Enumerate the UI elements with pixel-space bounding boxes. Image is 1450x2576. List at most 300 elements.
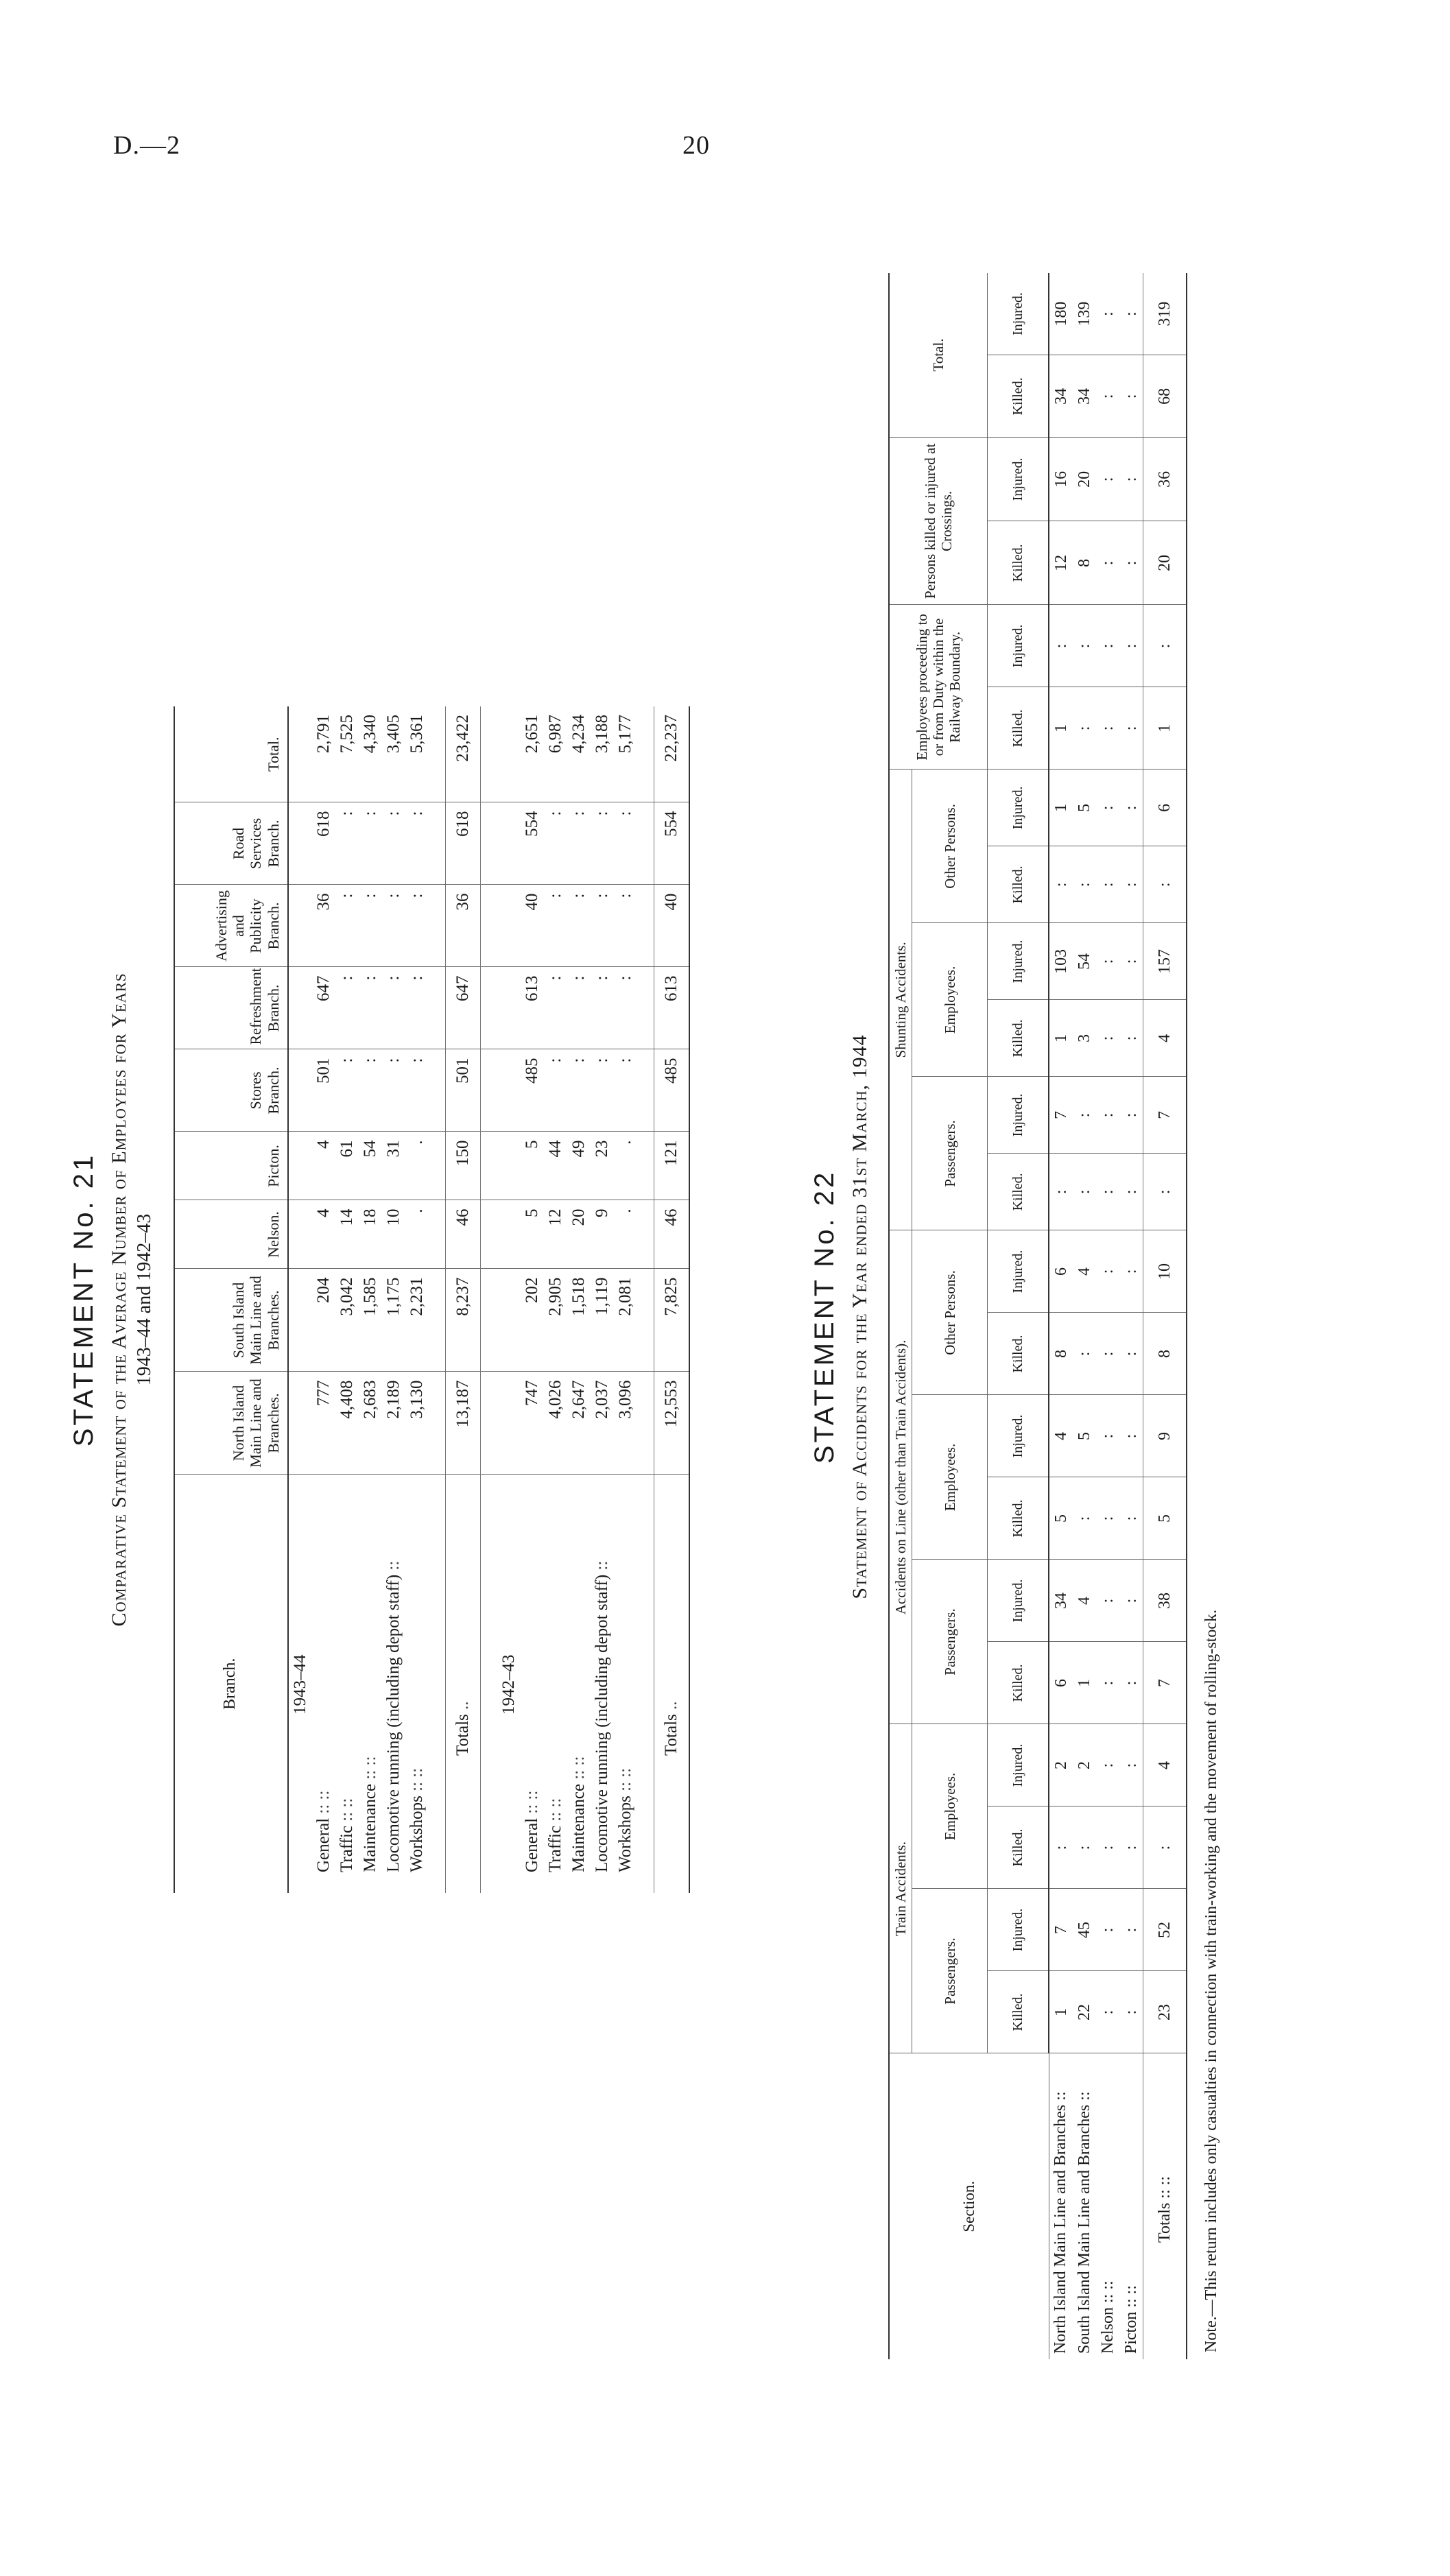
cell-north: 777: [312, 1372, 335, 1475]
table-cell: 1: [1049, 770, 1073, 846]
table-cell: :: [1096, 770, 1119, 846]
leader-dots: :: ::: [616, 1767, 634, 1791]
total-cell: 157: [1143, 923, 1187, 1000]
table-cell: :: [1119, 1724, 1143, 1806]
branch-label-cell: [335, 1475, 359, 1893]
statement-21: [69, 706, 857, 1893]
table-row: [1049, 273, 1073, 2359]
cell-total: 3,188: [591, 706, 614, 802]
leader-dots: ::: [1075, 2091, 1093, 2101]
total-cell: 7: [1143, 1642, 1187, 1724]
year-row: [288, 706, 312, 1893]
branch-name: Maintenance: [569, 1783, 588, 1872]
cell-nelson: .: [614, 1200, 637, 1269]
sub-train-passengers: Passengers.: [912, 1889, 988, 2053]
total-south: 7,825: [654, 1269, 690, 1372]
leader-dots: ..: [662, 1701, 680, 1710]
table-cell: 54: [1073, 923, 1096, 1000]
year-label: 1943–44: [291, 1654, 309, 1715]
cell-south: 202: [521, 1269, 544, 1372]
branch-label-cell: [567, 1475, 591, 1893]
branch-name: Traffic: [337, 1825, 356, 1872]
empty-cell: [637, 1269, 654, 1372]
cell-refresh: :: [405, 967, 429, 1049]
empty-cell: [497, 1049, 521, 1132]
cell-total: 6,987: [544, 706, 567, 802]
empty-cell: [637, 1475, 654, 1893]
totals-label: Totals: [1155, 2202, 1174, 2243]
table-row: [382, 706, 405, 1893]
sub-shunting-other-persons: Other Persons.: [912, 770, 988, 923]
killed-header: Killed.: [988, 1313, 1049, 1395]
cell-south: 204: [312, 1269, 335, 1372]
cell-advert: 36: [312, 885, 335, 967]
statement-22-title: STATEMENT No. 22: [809, 1169, 840, 1464]
cell-advert: :: [567, 885, 591, 967]
cell-refresh: :: [567, 967, 591, 1049]
leader-dots: :: ::: [361, 1756, 379, 1780]
table-cell: 22: [1073, 1971, 1096, 2053]
leader-dots: :: ::: [1155, 2176, 1174, 2199]
branch-name: General: [523, 1817, 541, 1872]
table-cell: :: [1119, 923, 1143, 1000]
sub-line-other-persons: Other Persons.: [912, 1230, 988, 1395]
total-cell: 8: [1143, 1313, 1187, 1395]
total-cell: 7: [1143, 1077, 1187, 1154]
col-nelson: Nelson.: [174, 1200, 288, 1269]
cell-road: :: [567, 802, 591, 885]
table-cell: 7: [1049, 1077, 1073, 1154]
totals-label-cell: [1143, 2053, 1187, 2359]
total-nelson: 46: [446, 1200, 481, 1269]
empty-cell: [288, 1200, 312, 1269]
year-label: 1942–43: [499, 1654, 518, 1715]
leader-dots: :: ::: [1121, 2285, 1140, 2308]
group-line-accidents: Accidents on Line (other than Train Accidents).: [889, 1230, 912, 1724]
sub-line-passengers: Passengers.: [912, 1560, 988, 1724]
total-picton: 150: [446, 1132, 481, 1200]
cell-total: 4,234: [567, 706, 591, 802]
total-refresh: 647: [446, 967, 481, 1049]
cell-road: :: [335, 802, 359, 885]
cell-stores: :: [591, 1049, 614, 1132]
table-cell: :: [1096, 438, 1119, 521]
killed-header: Killed.: [988, 1000, 1049, 1077]
table-row: [1096, 273, 1119, 2359]
totals-label: Totals: [662, 1714, 680, 1756]
table-row: [614, 706, 637, 1893]
branch-name: Maintenance: [361, 1783, 379, 1872]
cell-road: 554: [521, 802, 544, 885]
table-cell: :: [1073, 1313, 1096, 1395]
table-cell: :: [1096, 355, 1119, 438]
killed-header: Killed.: [988, 1642, 1049, 1724]
accidents-table-body: [1049, 273, 1187, 2359]
table-cell: 139: [1073, 273, 1096, 355]
cell-refresh: 647: [312, 967, 335, 1049]
empty-cell: [481, 1132, 498, 1200]
cell-picton: 5: [521, 1132, 544, 1200]
table-cell: :: [1096, 1477, 1119, 1560]
table-cell: :: [1049, 1154, 1073, 1230]
group-employees-proceeding: Employees proceeding to or from Duty within the Railway Boundary.: [889, 605, 988, 770]
branch-label-cell: [614, 1475, 637, 1893]
employees-table: [174, 706, 690, 1893]
table-cell: 4: [1049, 1395, 1073, 1477]
table-cell: 4: [1073, 1560, 1096, 1642]
cell-picton: 61: [335, 1132, 359, 1200]
group-crossings: Persons killed or injured at Crossings.: [889, 438, 988, 605]
table-cell: 8: [1049, 1313, 1073, 1395]
table-cell: :: [1096, 1971, 1119, 2053]
year-row: [497, 706, 521, 1893]
empty-cell: [481, 967, 498, 1049]
table-cell: 2: [1073, 1724, 1096, 1806]
col-picton: Picton.: [174, 1132, 288, 1200]
empty-cell: [481, 1475, 498, 1893]
injured-header: Injured.: [988, 1230, 1049, 1313]
total-nelson: 46: [654, 1200, 690, 1269]
empty-cell: [288, 802, 312, 885]
table-row: [521, 706, 544, 1893]
branch-label-cell: [405, 1475, 429, 1893]
spacer-row: [429, 706, 446, 1893]
total-south: 8,237: [446, 1269, 481, 1372]
injured-header: Injured.: [988, 438, 1049, 521]
cell-nelson: 4: [312, 1200, 335, 1269]
branch-name: Workshops: [616, 1796, 634, 1872]
injured-header: Injured.: [988, 923, 1049, 1000]
cell-advert: :: [544, 885, 567, 967]
table-cell: :: [1096, 1395, 1119, 1477]
col-section: Section.: [889, 2053, 1049, 2359]
table-row: [567, 706, 591, 1893]
table-cell: :: [1119, 1560, 1143, 1642]
cell-picton: 54: [359, 1132, 382, 1200]
killed-injured-header-row: [988, 273, 1049, 2359]
sub-shunting-employees: Employees.: [912, 923, 988, 1077]
cell-south: 2,905: [544, 1269, 567, 1372]
group-shunting-accidents: Shunting Accidents.: [889, 770, 912, 1230]
spacer-row: [637, 706, 654, 1893]
empty-cell: [497, 1200, 521, 1269]
empty-cell: [481, 1269, 498, 1372]
leader-dots: :: ::: [523, 1790, 541, 1814]
table-cell: :: [1119, 846, 1143, 923]
totals-row: [654, 706, 690, 1893]
cell-north: 4,408: [335, 1372, 359, 1475]
section-label-cell: [1096, 2053, 1119, 2359]
table-cell: :: [1073, 1077, 1096, 1154]
table-cell: :: [1119, 1889, 1143, 1971]
table-cell: :: [1096, 1313, 1119, 1395]
total-cell: 1: [1143, 687, 1187, 770]
table-cell: :: [1073, 605, 1096, 687]
total-cell: 5: [1143, 1477, 1187, 1560]
table-cell: :: [1119, 273, 1143, 355]
table-cell: :: [1119, 1313, 1143, 1395]
table-cell: :: [1073, 687, 1096, 770]
col-advertising: Advertising and Publicity Branch.: [174, 885, 288, 967]
cell-stores: :: [335, 1049, 359, 1132]
empty-cell: [288, 1049, 312, 1132]
killed-header: Killed.: [988, 1154, 1049, 1230]
table-cell: :: [1119, 605, 1143, 687]
table-cell: :: [1119, 770, 1143, 846]
table-cell: 180: [1049, 273, 1073, 355]
table-cell: :: [1073, 1154, 1096, 1230]
total-north: 13,187: [446, 1372, 481, 1475]
total-cell: 52: [1143, 1889, 1187, 1971]
injured-header: Injured.: [988, 1889, 1049, 1971]
branch-name: Locomotive running (including depot staff): [384, 1574, 403, 1872]
empty-cell: [497, 1132, 521, 1200]
table-cell: 5: [1073, 1395, 1096, 1477]
empty-cell: [497, 1372, 521, 1475]
empty-cell: [481, 802, 498, 885]
injured-header: Injured.: [988, 1560, 1049, 1642]
leader-dots: ::: [593, 1560, 611, 1571]
leader-dots: ::: [384, 1560, 403, 1571]
killed-header: Killed.: [988, 521, 1049, 605]
table-cell: :: [1049, 846, 1073, 923]
cell-total: 4,340: [359, 706, 382, 802]
branch-label-cell: [521, 1475, 544, 1893]
table-cell: :: [1049, 1806, 1073, 1889]
table-cell: :: [1096, 273, 1119, 355]
table-cell: 8: [1073, 521, 1096, 605]
totals-label-cell: [446, 1475, 481, 1893]
cell-nelson: 5: [521, 1200, 544, 1269]
page-number: 20: [682, 131, 710, 160]
total-road: 618: [446, 802, 481, 885]
branch-label-cell: [359, 1475, 382, 1893]
injured-header: Injured.: [988, 1395, 1049, 1477]
table-cell: 2: [1049, 1724, 1073, 1806]
killed-header: Killed.: [988, 355, 1049, 438]
cell-refresh: :: [544, 967, 567, 1049]
accidents-table: [888, 273, 1187, 2359]
sub-train-employees: Employees.: [912, 1724, 988, 1889]
total-cell: 319: [1143, 273, 1187, 355]
section-name: Picton: [1121, 2311, 1140, 2354]
statement-21-title: STATEMENT No. 21: [69, 1152, 99, 1447]
table-cell: :: [1096, 687, 1119, 770]
injured-header: Injured.: [988, 1077, 1049, 1154]
empty-cell: [637, 1200, 654, 1269]
leader-dots: :: ::: [569, 1756, 588, 1780]
statement-21-subtitle: Comparative Statement of the Average Number of Employees for Years: [108, 973, 130, 1627]
table-cell: 16: [1049, 438, 1073, 521]
empty-cell: [637, 802, 654, 885]
cell-advert: :: [382, 885, 405, 967]
table-cell: :: [1096, 1230, 1119, 1313]
cell-picton: .: [405, 1132, 429, 1200]
empty-cell: [637, 706, 654, 802]
leader-dots: ..: [453, 1701, 472, 1710]
cell-picton: 31: [382, 1132, 405, 1200]
statement-22-subtitle: Statement of Accidents for the Year ended 31st March, 1944: [848, 1034, 871, 1599]
table-row: [1073, 273, 1096, 2359]
section-label-cell: [1049, 2053, 1073, 2359]
cell-picton: 23: [591, 1132, 614, 1200]
total-cell: 20: [1143, 521, 1187, 605]
table-cell: :: [1119, 1077, 1143, 1154]
table-cell: :: [1096, 1560, 1119, 1642]
cell-stores: :: [544, 1049, 567, 1132]
empty-cell: [429, 1049, 446, 1132]
table-cell: :: [1096, 1077, 1119, 1154]
cell-road: :: [591, 802, 614, 885]
group-total: Total.: [889, 273, 988, 438]
total-picton: 121: [654, 1132, 690, 1200]
statement-22-note: Note.—This return includes only casualties in connection with train-working and the movement of rolling-stock.: [1202, 1609, 1221, 2352]
cell-south: 1,175: [382, 1269, 405, 1372]
table-cell: :: [1119, 1971, 1143, 2053]
total-refresh: 613: [654, 967, 690, 1049]
section-label-cell: [1073, 2053, 1096, 2359]
empty-cell: [637, 1372, 654, 1475]
killed-header: Killed.: [988, 846, 1049, 923]
total-cell: :: [1143, 846, 1187, 923]
cell-nelson: 18: [359, 1200, 382, 1269]
leader-dots: :: ::: [314, 1790, 333, 1814]
total-advert: 40: [654, 885, 690, 967]
empty-cell: [497, 802, 521, 885]
cell-road: :: [359, 802, 382, 885]
spacer-row: [481, 706, 498, 1893]
sub-line-employees: Employees.: [912, 1395, 988, 1560]
leader-dots: :: ::: [407, 1767, 426, 1791]
table-cell: :: [1119, 1230, 1143, 1313]
cell-nelson: 10: [382, 1200, 405, 1269]
branch-label-cell: [591, 1475, 614, 1893]
leader-dots: :: ::: [1098, 2280, 1117, 2303]
table-cell: 34: [1049, 355, 1073, 438]
killed-header: Killed.: [988, 1806, 1049, 1889]
table-cell: 4: [1073, 1230, 1096, 1313]
table-cell: :: [1119, 1395, 1143, 1477]
cell-total: 2,651: [521, 706, 544, 802]
cell-picton: 44: [544, 1132, 567, 1200]
table-row: [591, 706, 614, 1893]
empty-cell: [429, 1372, 446, 1475]
statement-21-years: 1943–44 and 1942–43: [134, 1213, 155, 1386]
cell-stores: :: [382, 1049, 405, 1132]
empty-cell: [481, 1372, 498, 1475]
table-cell: 1: [1049, 687, 1073, 770]
cell-refresh: :: [382, 967, 405, 1049]
cell-north: 2,037: [591, 1372, 614, 1475]
total-stores: 501: [446, 1049, 481, 1132]
cell-south: 1,518: [567, 1269, 591, 1372]
table-cell: :: [1049, 605, 1073, 687]
col-road-services: Road Services Branch.: [174, 802, 288, 885]
total-cell: :: [1143, 605, 1187, 687]
table-cell: 45: [1073, 1889, 1096, 1971]
total-cell: 9: [1143, 1395, 1187, 1477]
cell-total: 3,405: [382, 706, 405, 802]
cell-picton: 4: [312, 1132, 335, 1200]
injured-header: Injured.: [988, 605, 1049, 687]
totals-row: [446, 706, 481, 1893]
cell-total: 2,791: [312, 706, 335, 802]
col-refreshment: Refreshment Branch.: [174, 967, 288, 1049]
table-cell: 6: [1049, 1230, 1073, 1313]
table-cell: 12: [1049, 521, 1073, 605]
branch-name: Workshops: [407, 1796, 426, 1872]
table-cell: 5: [1049, 1477, 1073, 1560]
table-cell: :: [1073, 1477, 1096, 1560]
totals-label: Totals: [453, 1714, 472, 1756]
table-cell: 20: [1073, 438, 1096, 521]
total-cell: 10: [1143, 1230, 1187, 1313]
empty-cell: [481, 1200, 498, 1269]
col-stores: Stores Branch.: [174, 1049, 288, 1132]
empty-cell: [497, 706, 521, 802]
table-cell: :: [1119, 1000, 1143, 1077]
empty-cell: [288, 1372, 312, 1475]
cell-stores: :: [567, 1049, 591, 1132]
empty-cell: [497, 1269, 521, 1372]
cell-advert: :: [359, 885, 382, 967]
cell-nelson: .: [405, 1200, 429, 1269]
section-name: Nelson: [1098, 2307, 1117, 2354]
branch-label-cell: [382, 1475, 405, 1893]
cell-picton: 49: [567, 1132, 591, 1200]
total-cell: 68: [1143, 355, 1187, 438]
cell-north: 2,189: [382, 1372, 405, 1475]
table-cell: :: [1119, 687, 1143, 770]
injured-header: Injured.: [988, 1724, 1049, 1806]
col-branch: Branch.: [174, 1475, 288, 1893]
empty-cell: [429, 1132, 446, 1200]
cell-advert: :: [591, 885, 614, 967]
cell-nelson: 20: [567, 1200, 591, 1269]
empty-cell: [481, 1049, 498, 1132]
total-cell: 6: [1143, 770, 1187, 846]
killed-header: Killed.: [988, 1971, 1049, 2053]
cell-road: :: [614, 802, 637, 885]
empty-cell: [288, 1132, 312, 1200]
table-cell: 34: [1049, 1560, 1073, 1642]
totals-label-cell: [654, 1475, 690, 1893]
table-cell: :: [1119, 1806, 1143, 1889]
cell-refresh: :: [359, 967, 382, 1049]
total-total: 22,237: [654, 706, 690, 802]
cell-total: 5,361: [405, 706, 429, 802]
cell-nelson: 14: [335, 1200, 359, 1269]
table-cell: :: [1119, 355, 1143, 438]
totals-row: [1143, 273, 1187, 2359]
table-cell: :: [1119, 1642, 1143, 1724]
table-cell: 1: [1049, 1971, 1073, 2053]
cell-stores: 485: [521, 1049, 544, 1132]
table-row: [335, 706, 359, 1893]
injured-header: Injured.: [988, 770, 1049, 846]
table-cell: 6: [1049, 1642, 1073, 1724]
total-cell: 23: [1143, 1971, 1187, 2053]
cell-total: 7,525: [335, 706, 359, 802]
leader-dots: ::: [1051, 2091, 1070, 2101]
leader-dots: :: ::: [337, 1798, 356, 1822]
table-cell: 103: [1049, 923, 1073, 1000]
empty-cell: [481, 885, 498, 967]
employees-table-body: [288, 706, 689, 1893]
total-road: 554: [654, 802, 690, 885]
cell-south: 3,042: [335, 1269, 359, 1372]
killed-header: Killed.: [988, 1477, 1049, 1560]
